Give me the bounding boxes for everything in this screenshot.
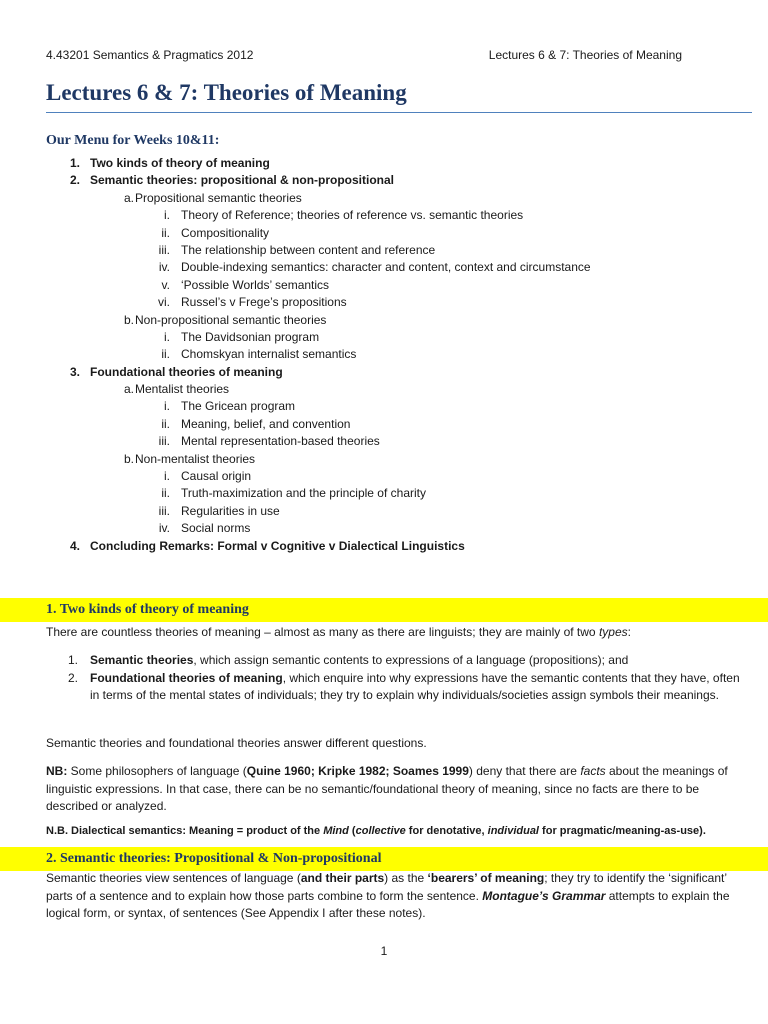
section2-para: Semantic theories view sentences of language (and their parts) as the ‘bearers’ of meaning; they try to identify the ‘significant’ parts of a sentence and to explain how those parts combine to form the sentence. Montague’s Grammar attempts to explain the logical form, or syntax, of sentences (See Appendix I after these notes). bbox=[46, 871, 730, 920]
menu-item-text: Compositionality bbox=[181, 225, 270, 240]
menu-item bbox=[0, 172, 768, 189]
menu-item bbox=[0, 398, 768, 415]
list-item: 1. Semantic theories, which assign semantic contents to expressions of a language (propositions); and bbox=[68, 653, 629, 667]
menu-item-text: The relationship between content and reference bbox=[181, 242, 436, 257]
menu-item-marker: i. bbox=[164, 469, 170, 484]
menu-item-marker: v. bbox=[161, 277, 170, 292]
menu-item-marker: ii. bbox=[161, 225, 170, 240]
menu-item-text: Theory of Reference; theories of reference vs. semantic theories bbox=[181, 208, 524, 223]
menu-item-text: Foundational theories of meaning bbox=[90, 364, 283, 379]
menu-item-marker: i. bbox=[164, 208, 170, 223]
menu-item-text: ‘Possible Worlds’ semantics bbox=[181, 277, 330, 292]
menu-item-marker: iii. bbox=[158, 434, 170, 449]
menu-item-text: Causal origin bbox=[181, 469, 252, 484]
menu-item-marker: iii. bbox=[158, 503, 170, 518]
menu-item bbox=[0, 538, 768, 555]
menu-item-marker: ii. bbox=[161, 486, 170, 501]
menu-heading: Our Menu for Weeks 10&11: bbox=[46, 133, 220, 148]
menu-item-marker: iv. bbox=[158, 521, 170, 536]
menu-item bbox=[0, 416, 768, 433]
menu-item-marker: iv. bbox=[158, 260, 170, 275]
section2-heading-band bbox=[0, 847, 768, 871]
menu-item-text: Concluding Remarks: Formal v Cognitive v Dialectical Linguistics bbox=[90, 538, 465, 553]
section1-para2: Semantic theories and foundational theories answer different questions. bbox=[46, 736, 427, 750]
menu-item bbox=[0, 225, 768, 242]
menu-item-text: Russel’s v Frege’s propositions bbox=[181, 295, 347, 310]
menu-item-marker: 1. bbox=[69, 156, 80, 170]
section1-heading-band bbox=[0, 598, 768, 622]
menu-item-marker: i. bbox=[164, 399, 170, 414]
menu-item-text: Non-propositional semantic theories bbox=[135, 312, 327, 327]
menu-item bbox=[0, 259, 768, 276]
menu-item-text: Propositional semantic theories bbox=[135, 190, 302, 205]
menu-item bbox=[0, 155, 768, 172]
menu-item bbox=[0, 190, 768, 207]
menu-item-marker: ii. bbox=[161, 416, 170, 431]
menu-item-marker: b. bbox=[123, 312, 134, 327]
section2-heading: 2. Semantic theories: Propositional & Non-propositional bbox=[46, 851, 382, 866]
title-rule bbox=[46, 112, 752, 113]
menu-item bbox=[0, 242, 768, 259]
menu-item bbox=[0, 312, 768, 329]
menu-item-text: Meaning, belief, and convention bbox=[181, 416, 351, 431]
menu-item-marker: b. bbox=[123, 451, 134, 466]
menu-item bbox=[0, 329, 768, 346]
header-lecture: Lectures 6 & 7: Theories of Meaning bbox=[488, 48, 682, 62]
menu-item bbox=[0, 503, 768, 520]
menu-item-text: Two kinds of theory of meaning bbox=[90, 156, 270, 170]
section1-intro: There are countless theories of meaning – almost as many as there are linguists; they are mainly of two types: bbox=[46, 625, 631, 639]
menu-item-marker: vi. bbox=[158, 295, 170, 310]
page-title: Lectures 6 & 7: Theories of Meaning bbox=[46, 80, 407, 105]
section1-nb: NB: Some philosophers of language (Quine 1960; Kripke 1982; Soames 1999) deny that there are facts about the meanings of linguistic expressions. In that case, there can be no semantic/foundational theory of meaning, since no facts are there to be described or analyzed. bbox=[46, 764, 728, 813]
menu-item bbox=[0, 364, 768, 381]
menu-item bbox=[0, 207, 768, 224]
menu-item-marker: i. bbox=[164, 329, 170, 344]
menu-item bbox=[0, 433, 768, 450]
menu-item-text: Semantic theories: propositional & non-propositional bbox=[90, 173, 395, 188]
list-item: 2. Foundational theories of meaning, which enquire into why expressions have the semantic contents that they have, often in terms of the mental states of individuals; they try to explain why individuals/societies assign symbols their meanings. bbox=[68, 670, 740, 702]
menu-item-text: Mental representation-based theories bbox=[181, 434, 380, 449]
page-number: 1 bbox=[380, 944, 388, 958]
menu-item bbox=[0, 381, 768, 398]
menu-item-text: The Gricean program bbox=[181, 399, 296, 414]
menu-item bbox=[0, 277, 768, 294]
section1-list bbox=[46, 652, 752, 705]
menu-item-text: The Davidsonian program bbox=[181, 329, 320, 344]
menu-item-text: Non-mentalist theories bbox=[135, 451, 256, 466]
menu-item bbox=[0, 346, 768, 363]
menu-item-marker: 3. bbox=[69, 364, 80, 379]
section1-nb-dialectical: N.B. Dialectical semantics: Meaning = product of the Mind (collective for denotative, individual for pragmatic/meaning-as-use). bbox=[46, 825, 706, 837]
menu-item-marker: a. bbox=[123, 382, 134, 397]
menu-item-text: Chomskyan internalist semantics bbox=[181, 347, 357, 362]
menu-item bbox=[0, 468, 768, 485]
menu-item bbox=[0, 485, 768, 502]
menu-item-marker: 4. bbox=[69, 538, 80, 553]
header-course: 4.43201 Semantics & Pragmatics 2012 bbox=[46, 48, 254, 62]
menu-item-text: Social norms bbox=[181, 521, 251, 536]
menu-item-marker: 2. bbox=[69, 173, 80, 188]
menu-item-text: Regularities in use bbox=[181, 503, 280, 518]
menu-item-marker: ii. bbox=[161, 347, 170, 362]
menu-item bbox=[0, 451, 768, 468]
menu-item-marker: a. bbox=[123, 190, 134, 205]
menu-item bbox=[0, 294, 768, 311]
menu-item-text: Truth-maximization and the principle of charity bbox=[181, 486, 426, 501]
menu-item-text: Mentalist theories bbox=[135, 382, 230, 397]
menu-outline bbox=[0, 155, 768, 555]
section1-heading: 1. Two kinds of theory of meaning bbox=[46, 602, 249, 617]
menu-item-marker: iii. bbox=[158, 242, 170, 257]
menu-item bbox=[0, 520, 768, 537]
menu-item-text: Double-indexing semantics: character and content, context and circumstance bbox=[181, 260, 591, 275]
